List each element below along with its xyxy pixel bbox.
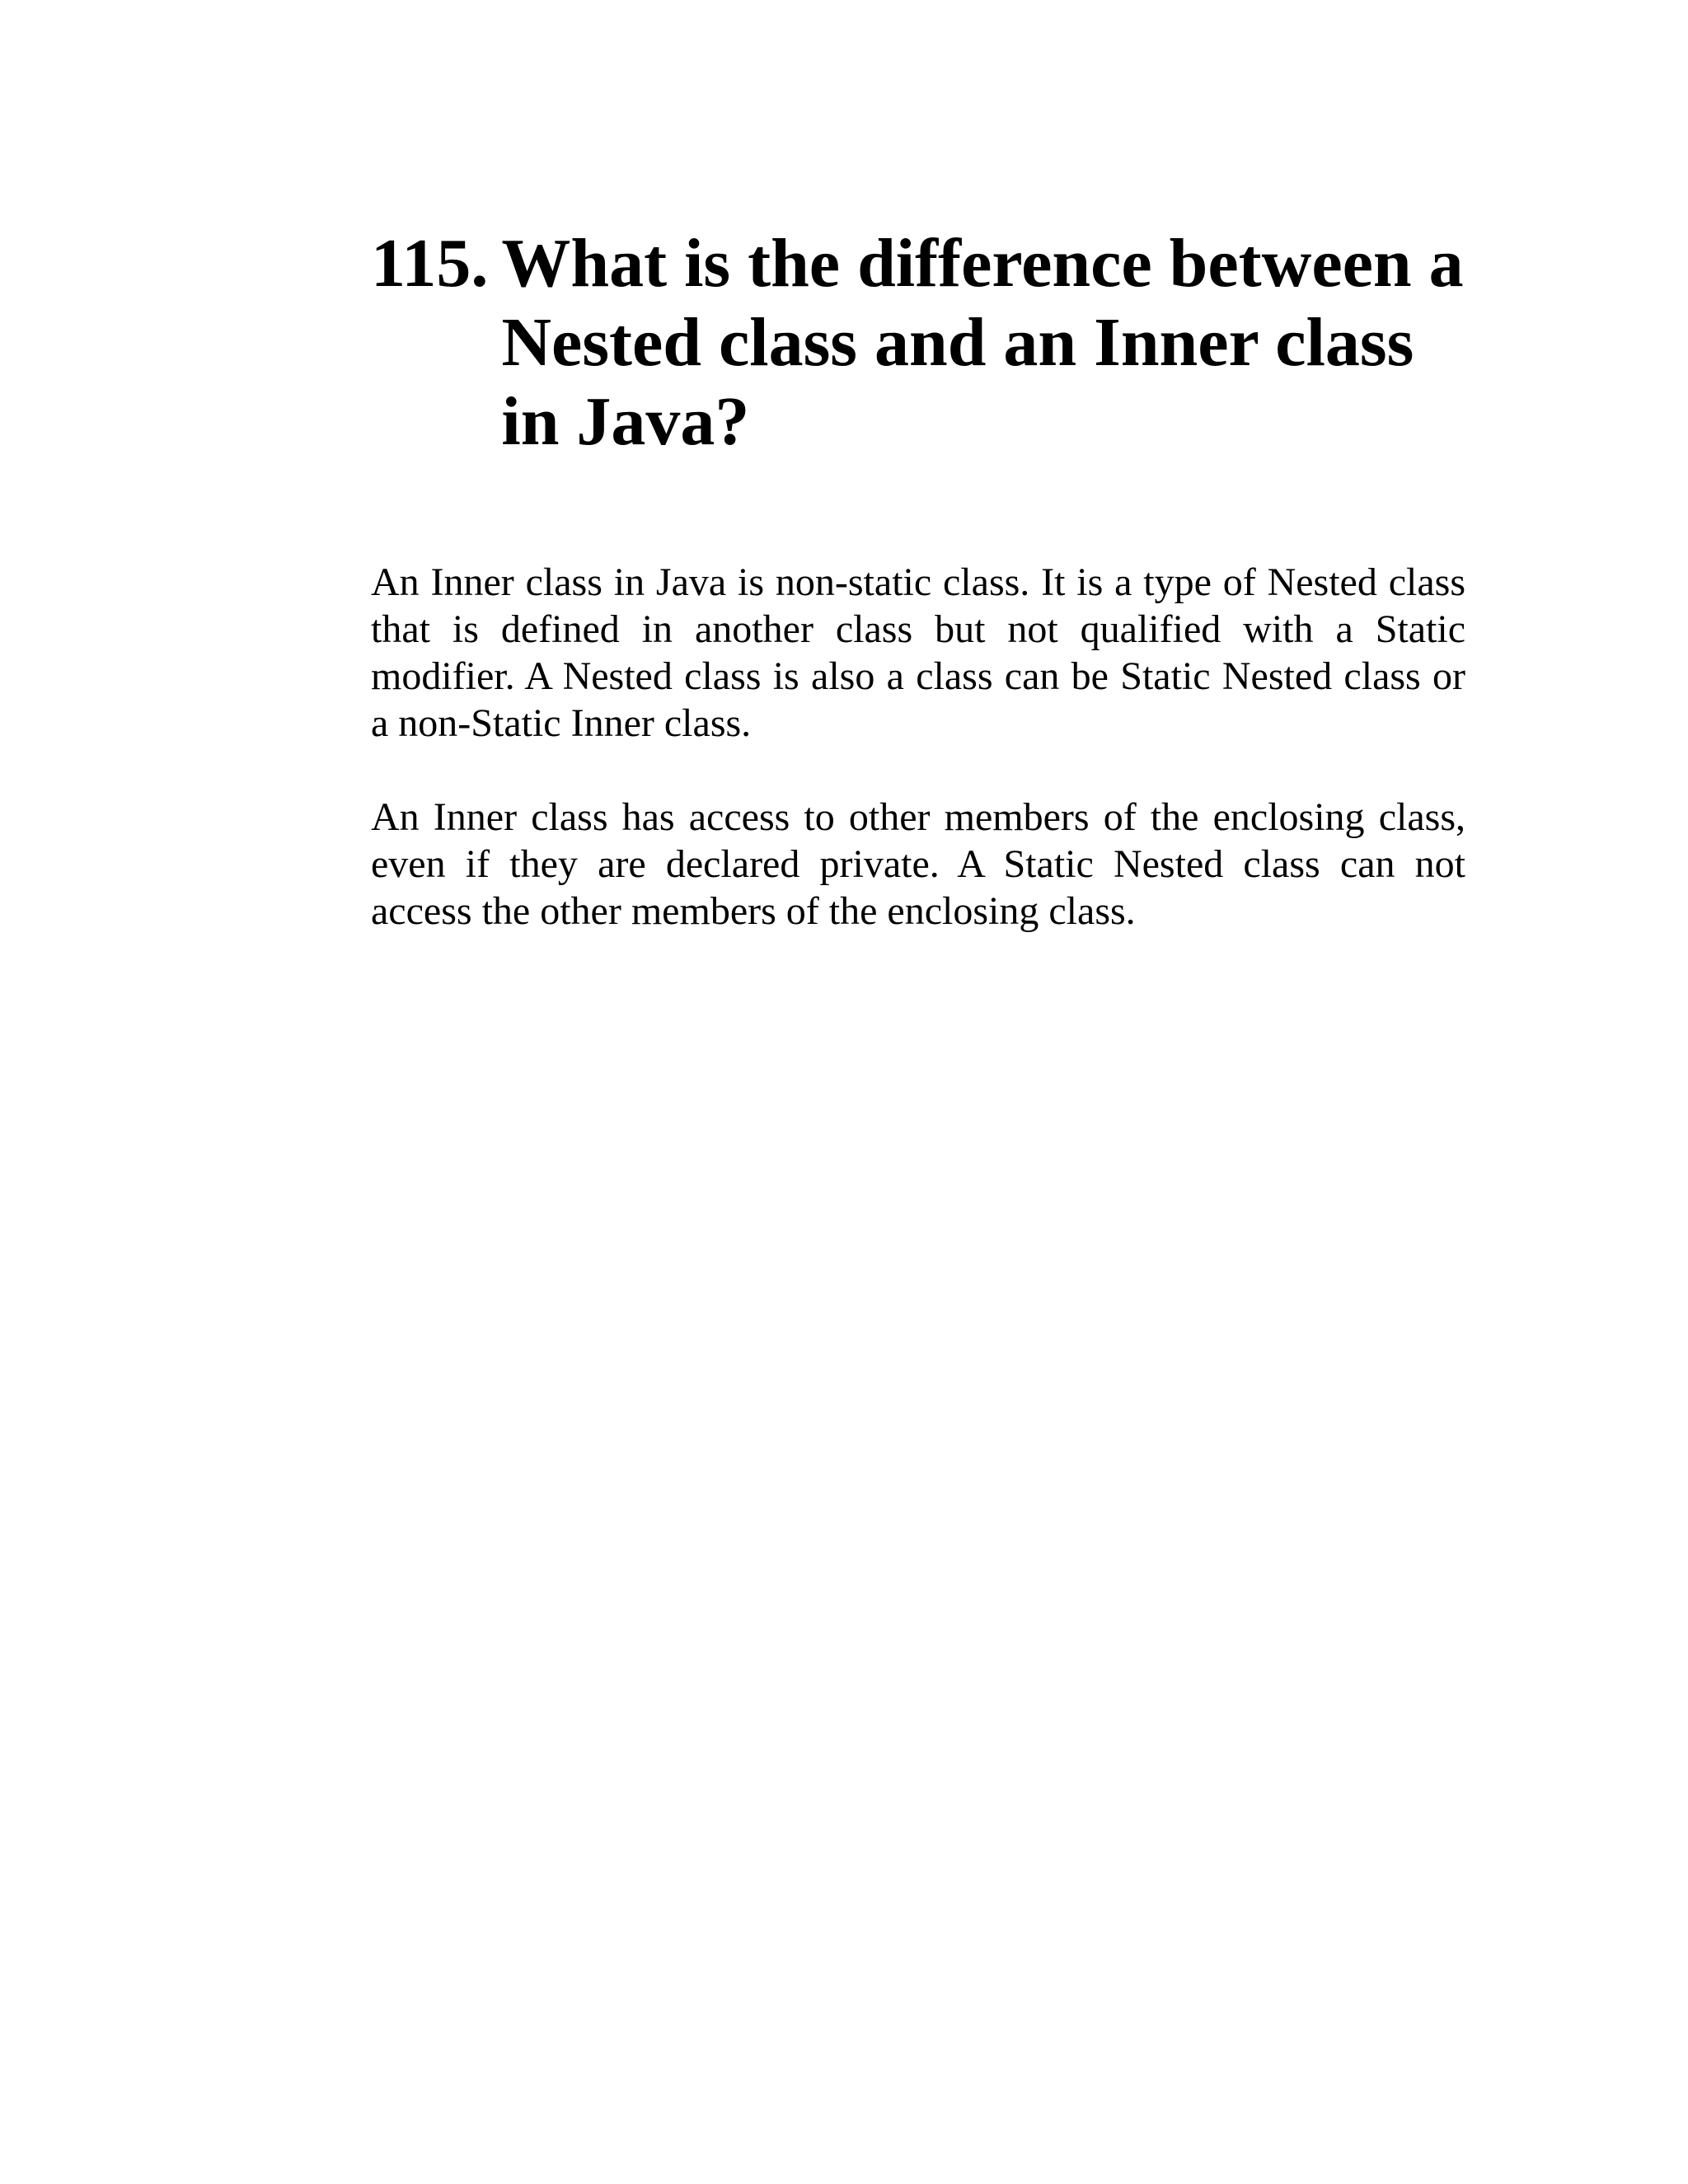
answer-paragraph-1: An Inner class in Java is non-static class. It is a type of Nested class that is defined in another class but not qualified with a Static modifier. A Nested class is also a class can be Static Nested class or a non-Static Inner class. [371,560,1465,745]
question-title: What is the difference between a Nested class and an Inner class in Java? [501,225,1464,460]
answer-paragraph-2: An Inner class has access to other members of the enclosing class, even if they are declared private. A Static Nested class can not access the other members of the enclosing class. [371,795,1465,933]
question-heading [371,224,1465,462]
page-content [371,224,1465,935]
question-number: 115. [371,225,489,302]
